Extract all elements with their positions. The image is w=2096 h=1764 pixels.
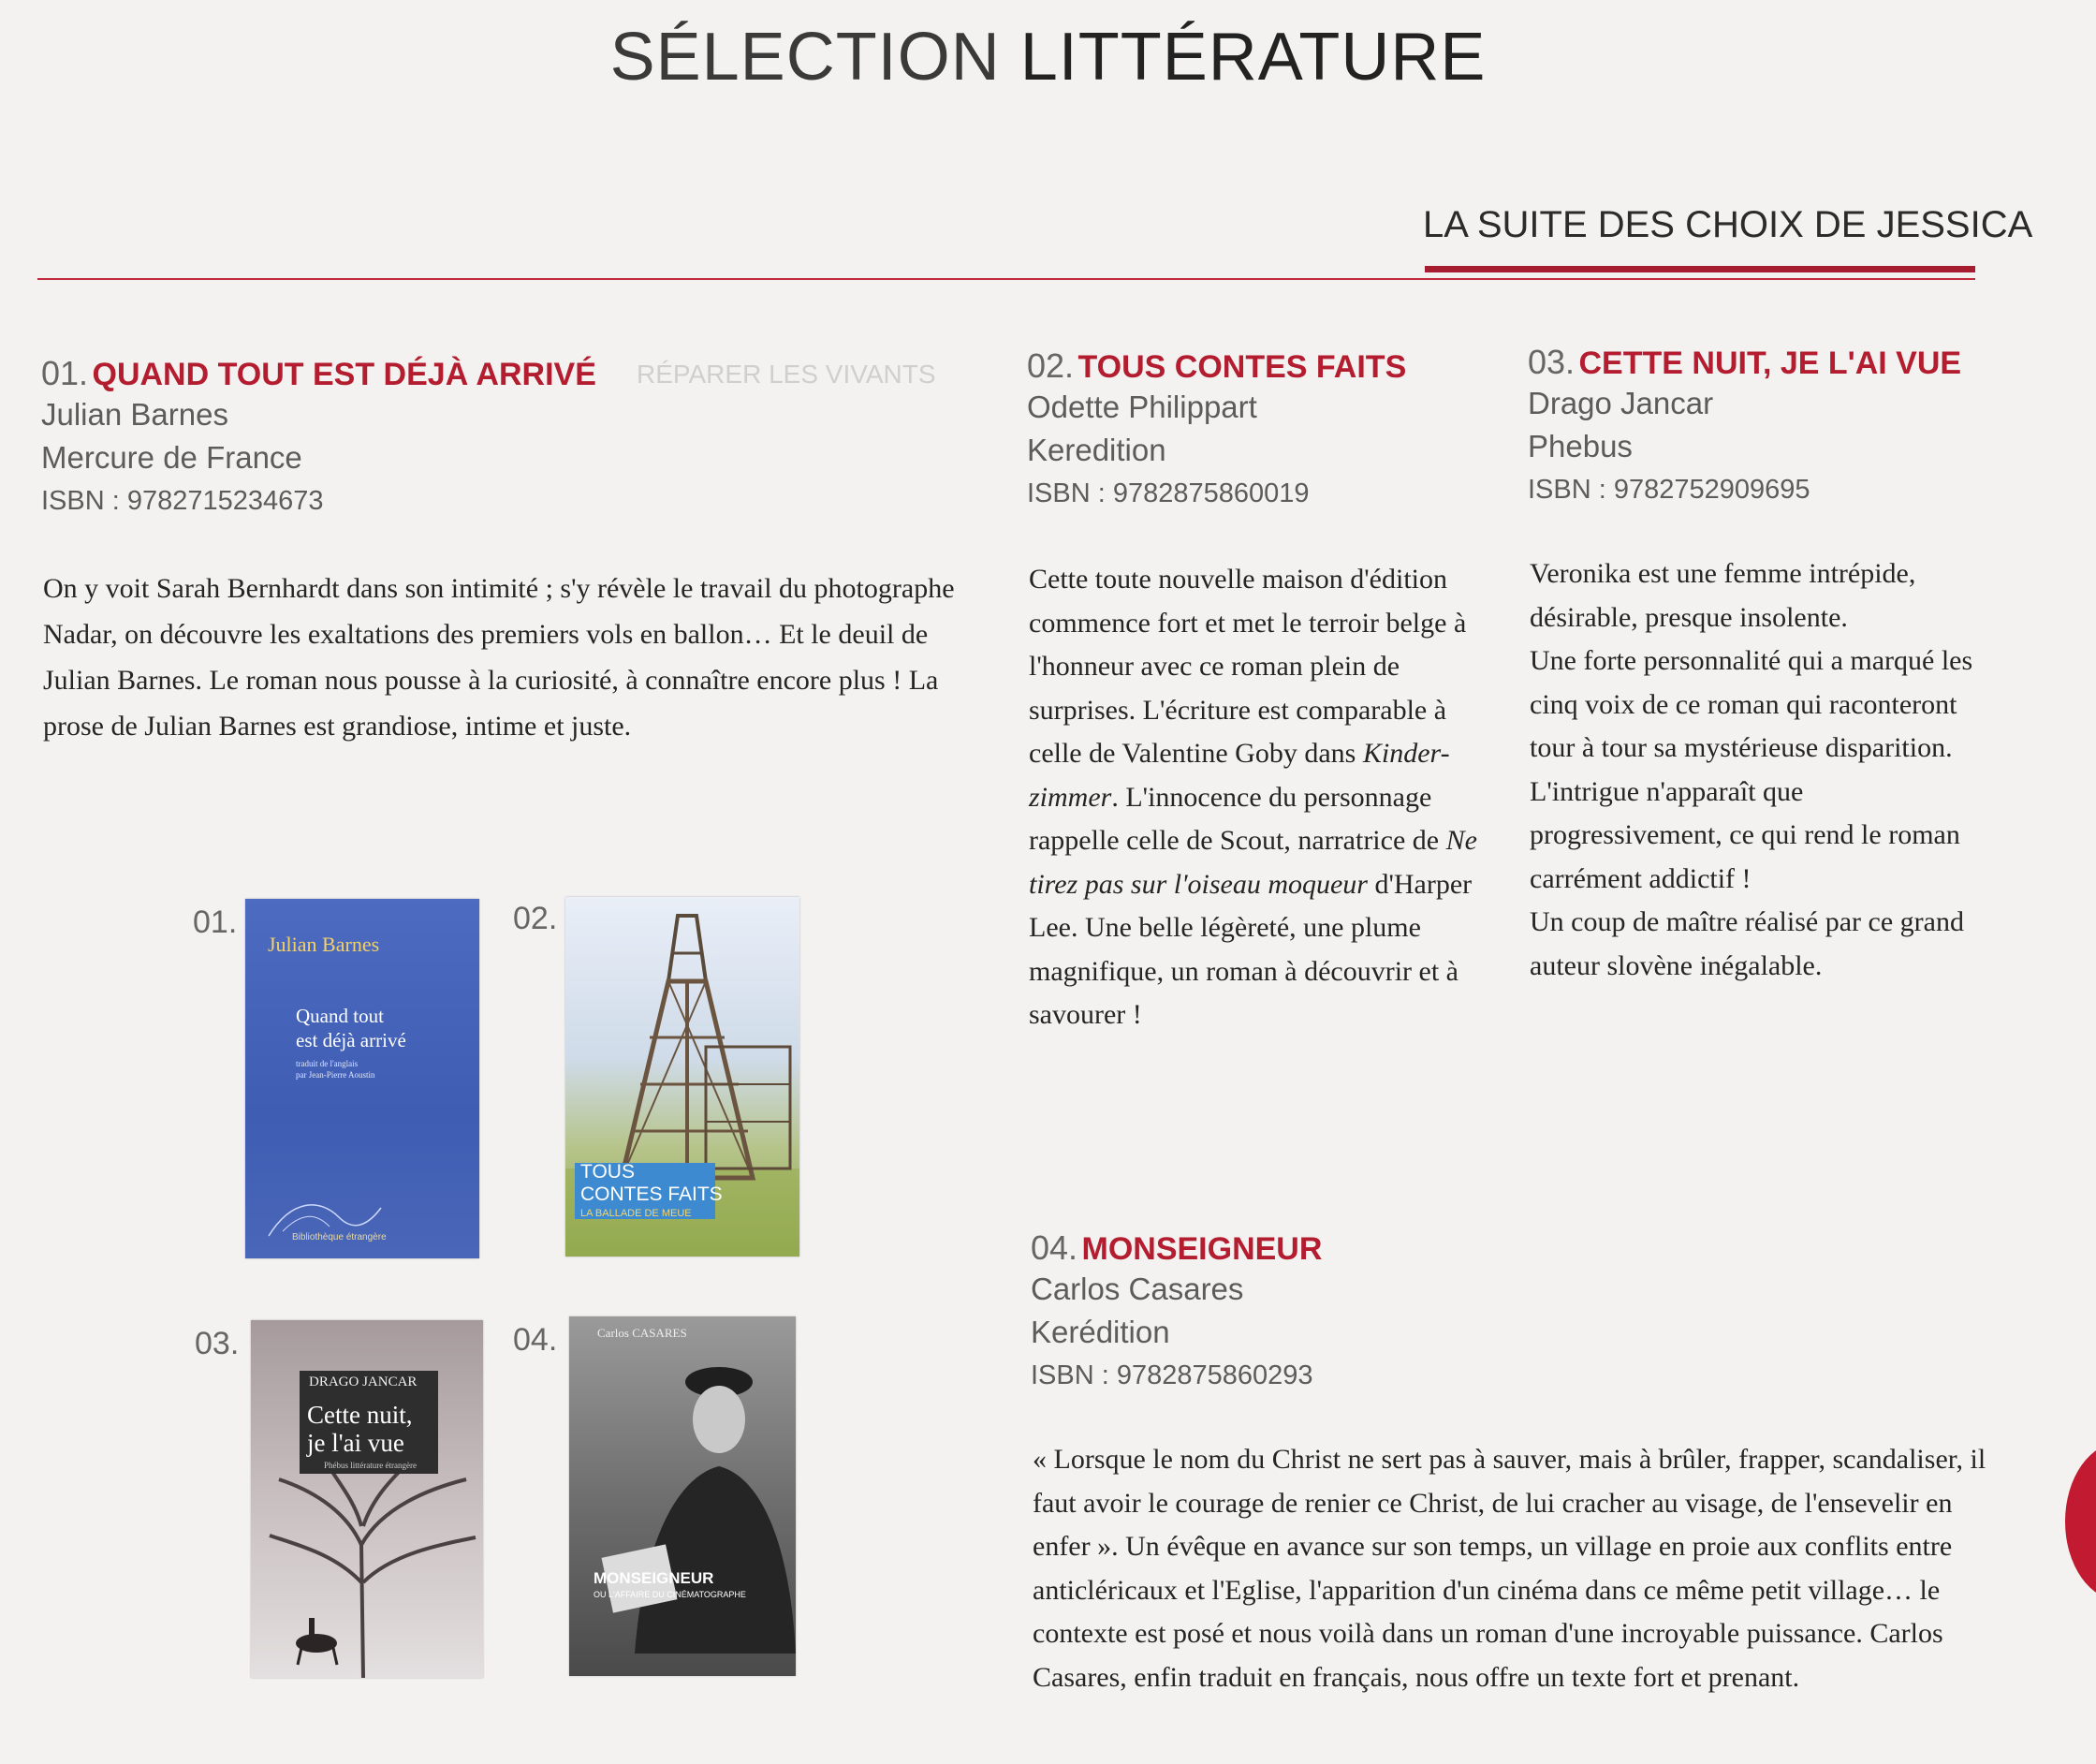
cover-2-title-line-1: TOUS bbox=[580, 1161, 635, 1183]
book-4-isbn: ISBN : 9782875860293 bbox=[1031, 1360, 1313, 1390]
cover-4-title: MONSEIGNEUR bbox=[594, 1569, 714, 1587]
book-3-author: Drago Jancar bbox=[1528, 386, 1714, 420]
book-4-publisher: Kerédition bbox=[1031, 1315, 1170, 1349]
cover-1-title-line-1: Quand tout bbox=[296, 1005, 384, 1027]
book-3-review bbox=[1530, 552, 1988, 988]
cover-1-collection: Bibliothèque étrangère bbox=[292, 1232, 387, 1242]
book-3-number: 03. bbox=[1528, 343, 1576, 381]
cover-1-title bbox=[296, 1004, 406, 1052]
cover-4-number: 04. bbox=[513, 1322, 558, 1358]
page-edge-tab bbox=[2065, 1442, 2096, 1601]
bishop-portrait-illustration bbox=[569, 1345, 796, 1654]
cover-2-number: 02. bbox=[513, 901, 558, 936]
book-3-title: CETTE NUIT, JE L'AI VUE bbox=[1578, 345, 1962, 381]
cover-3-image bbox=[251, 1320, 483, 1678]
cover-3-publisher: Phébus littérature étrangère bbox=[324, 1461, 417, 1470]
book-2-number: 02. bbox=[1027, 346, 1075, 385]
cover-1-note-line-2: par Jean-Pierre Aoustin bbox=[296, 1070, 375, 1080]
cover-1-note bbox=[296, 1058, 374, 1080]
book-1-title: QUAND TOUT EST DÉJÀ ARRIVÉ bbox=[92, 357, 596, 392]
header-rule bbox=[37, 278, 1975, 280]
book-3-header bbox=[1528, 343, 1961, 511]
book-2-author: Odette Philippart bbox=[1027, 390, 1257, 424]
book-3-isbn: ISBN : 9782752909695 bbox=[1528, 475, 1810, 505]
cover-3-title-line-1: Cette nuit, bbox=[307, 1401, 413, 1429]
ghost-heading: RÉPARER LES VIVANTS bbox=[637, 360, 936, 389]
book-2-title: TOUS CONTES FAITS bbox=[1077, 349, 1407, 385]
book-3-review-para-3: Un coup de maître réalisé par ce grand auteur slovène inégalable. bbox=[1530, 906, 1964, 981]
book-1-author: Julian Barnes bbox=[41, 397, 228, 432]
book-1-number: 01. bbox=[41, 354, 89, 392]
book-2-review-part-3: d'Harper Lee. Une belle légèreté, une plume magnifique, un roman à découvrir et à savourer ! bbox=[1029, 868, 1473, 1030]
book-4-header bbox=[1031, 1228, 1322, 1397]
book-2-review-italic-1: Kinder-zimmer bbox=[1029, 738, 1450, 813]
book-4-number: 04. bbox=[1031, 1228, 1078, 1267]
cover-1-title-line-2: est déjà arrivé bbox=[296, 1029, 406, 1051]
book-4-title: MONSEIGNEUR bbox=[1081, 1231, 1323, 1267]
book-3-review-para-1: Veronika est une femme intrépide, désirable, presque insolente. bbox=[1530, 558, 1916, 633]
cover-3-title-line-2: je l'ai vue bbox=[307, 1429, 404, 1457]
section-subtitle: LA SUITE DES CHOIX DE JESSICA bbox=[1423, 204, 2033, 245]
cover-3-title bbox=[307, 1401, 412, 1457]
cover-3-number: 03. bbox=[195, 1326, 240, 1361]
book-1-isbn: ISBN : 9782715234673 bbox=[41, 486, 324, 516]
cover-4-author: Carlos CASARES bbox=[597, 1326, 687, 1340]
book-2-review-part-1: Cette toute nouvelle maison d'édition commence fort et met le terroir belge à l'honneur avec ce roman plein de surprises. L'écriture est comparable à celle de Valentine Goby dans bbox=[1029, 564, 1467, 769]
cover-4-subtitle: OU L'AFFAIRE DU CINÉMATOGRAPHE bbox=[594, 1590, 746, 1599]
cover-2-subtitle: LA BALLADE DE MEUE bbox=[580, 1208, 692, 1219]
book-3-publisher: Phebus bbox=[1528, 429, 1633, 463]
book-2-isbn: ISBN : 9782875860019 bbox=[1027, 478, 1310, 508]
header-rule-accent bbox=[1425, 266, 1975, 272]
cover-1-note-line-1: traduit de l'anglais bbox=[296, 1059, 359, 1068]
cover-4-image bbox=[569, 1316, 796, 1676]
book-1-review: On y voit Sarah Bernhardt dans son intimité ; s'y révèle le travail du photographe Nadar, on découvre les exaltations des premiers vols en ballon… Et le deuil de Julian Barnes. Le roman nous pousse à la curiosité, à connaître encore plus ! La prose de Julian Barnes est grandiose, intime et juste. bbox=[43, 573, 955, 742]
cover-3-author: DRAGO JANCAR bbox=[309, 1374, 418, 1389]
cover-1-number: 01. bbox=[193, 904, 238, 940]
book-3-review-para-2: Une forte personnalité qui a marqué les cinq voix de ce roman qui raconteront tour à tour sa mystérieuse disparition. L'intrigue n'apparaît que progressivement, ce qui rend le roman carrément addictif ! bbox=[1530, 645, 1973, 894]
page-title bbox=[0, 19, 2096, 96]
book-2-publisher: Keredition bbox=[1027, 433, 1166, 467]
book-2-review bbox=[1029, 558, 1478, 1037]
cover-1-author: Julian Barnes bbox=[268, 933, 380, 956]
cover-2-title-line-2: CONTES FAITS bbox=[580, 1183, 723, 1205]
cover-2-title bbox=[580, 1161, 723, 1206]
cover-2-image bbox=[565, 897, 799, 1257]
book-4-author: Carlos Casares bbox=[1031, 1272, 1244, 1306]
book-2-review-part-2: . L'innocence du personnage rappelle celle de Scout, narratrice de bbox=[1029, 781, 1446, 856]
book-1-publisher: Mercure de France bbox=[41, 440, 302, 475]
book-2-header bbox=[1027, 346, 1406, 515]
page-title-bold: LITTÉRATURE bbox=[1019, 20, 1487, 95]
cover-1-image bbox=[245, 899, 479, 1258]
book-2-review-italic-2: Ne tirez pas sur l'oiseau moqueur bbox=[1029, 825, 1477, 900]
page-title-light: SÉLECTION bbox=[609, 20, 1001, 95]
book-4-review: « Lorsque le nom du Christ ne sert pas à sauver, mais à brûler, frapper, scandaliser, il faut avoir le courage de renier ce Christ, de lui cracher au visage, de l'ensevelir en enfer ». Un évêque en avance sur son temps, un village en proie aux conflits entre anticléricaux et l'Eglise, l'apparition d'un cinéma dans ce même petit village… le contexte est posé et nous voilà dans un roman d'une incroyable puissance. Carlos Casares, enfin traduit en français, nous offre un texte fort et prenant. bbox=[1033, 1444, 1986, 1693]
book-1-header bbox=[41, 354, 596, 522]
